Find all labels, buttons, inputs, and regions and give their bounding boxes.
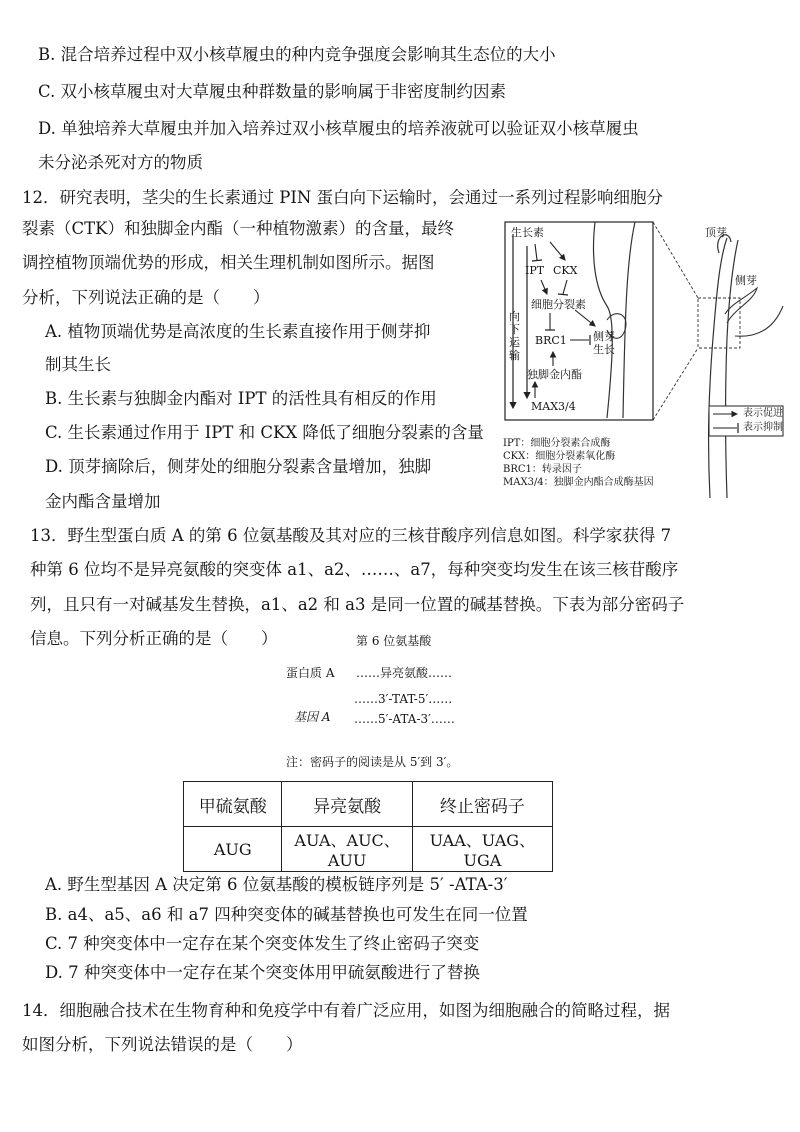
gene-a-top-strand: ……3′-TAT-5′…… — [354, 692, 453, 706]
q12-stem-line4: 分析，下列说法正确的是（ ） — [22, 288, 270, 307]
ipt-label: IPT — [525, 264, 545, 277]
header-isoleucine: 异亮氨酸 — [282, 782, 412, 827]
figure-note-ckx: CKX：细胞分裂素氧化酶 — [503, 451, 616, 462]
q12-option-a-line1: A. 植物顶端优势是高浓度的生长素直接作用于侧芽抑 — [45, 322, 431, 341]
legend-inhibit: 表示抑制 — [743, 422, 783, 433]
q13-figure-title: 第 6 位氨基酸 — [356, 634, 432, 648]
header-methionine: 甲硫氨酸 — [184, 782, 282, 827]
q12-stem-line1: 12．研究表明，茎尖的生长素通过 PIN 蛋白向下运输时，会通过一系列过程影响细胞分 — [22, 188, 664, 207]
codon-table — [183, 781, 553, 872]
q12-stem-line3: 调控植物顶端优势的形成，相关生理机制如图所示。据图 — [22, 253, 435, 272]
q13-option-b: B. a4、a5、a6 和 a7 四种突变体的碱基替换也可发生在同一位置 — [45, 905, 528, 924]
figure-note-brc1: BRC1：转录因子 — [503, 464, 582, 475]
q13-stem-line2: 种第 6 位均不是异亮氨酸的突变体 a1、a2、……、a7，每种突变均发生在该三核苷酸序 — [30, 560, 679, 579]
q13-option-c: C. 7 种突变体中一定存在某个突变体发生了终止密码子突变 — [45, 934, 480, 953]
cell-methionine-codons: AUG — [184, 827, 282, 872]
q13-option-d: D. 7 种突变体中一定存在某个突变体用甲硫氨酸进行了替换 — [45, 963, 480, 982]
q12-mechanism-figure — [495, 218, 785, 498]
ckx-label: CKX — [553, 264, 578, 277]
q14-stem-line2: 如图分析，下列说法错误的是（ ） — [22, 1035, 303, 1054]
q11-option-b: B. 混合培养过程中双小核草履虫的种内竞争强度会影响其生态位的大小 — [38, 45, 556, 64]
downward-transport-label: 向 下 运 输 — [509, 310, 520, 362]
brc1-label: BRC1 — [535, 334, 567, 347]
cell-stop-codons: UAA、UAG、UGA — [412, 827, 552, 872]
q12-option-d-line2: 金内酯含量增加 — [45, 492, 161, 511]
q13-stem-line4: 信息。下列分析正确的是（ ） — [30, 629, 278, 648]
bud-growth-label-2: 生长 — [593, 343, 615, 356]
cytokinin-label: 细胞分裂素 — [531, 298, 586, 311]
legend-promote: 表示促进 — [743, 408, 783, 419]
protein-a-sequence: ……异亮氨酸…… — [356, 666, 453, 680]
q12-option-b: B. 生长素与独脚金内酯对 IPT 的活性具有相反的作用 — [45, 389, 437, 408]
q11-option-d-line2: 未分泌杀死对方的物质 — [38, 153, 203, 172]
header-stop-codon: 终止密码子 — [412, 782, 552, 827]
q12-option-a-line2: 制其生长 — [45, 355, 111, 374]
q13-stem-line3: 列，且只有一对碱基发生替换，a1、a2 和 a3 是同一位置的碱基替换。下表为部分密码子 — [30, 595, 685, 614]
gene-a-label: 基因 A — [294, 710, 331, 724]
figure-note-max: MAX3/4：独脚金内酯合成酶基因 — [503, 477, 654, 488]
protein-a-label: 蛋白质 A — [286, 666, 335, 680]
lateral-bud-label: 侧芽 — [735, 274, 757, 287]
auxin-label: 生长素 — [511, 226, 544, 239]
cell-isoleucine-codons: AUA、AUC、AUU — [282, 827, 412, 872]
q13-stem-line1: 13．野生型蛋白质 A 的第 6 位氨基酸及其对应的三核苷酸序列信息如图。科学家获得 7 — [30, 526, 672, 545]
table-header-row — [184, 782, 553, 827]
bud-growth-label-1: 侧芽 — [593, 330, 615, 343]
max-label: MAX3/4 — [531, 400, 576, 413]
strigolactone-label: 独脚金内酯 — [527, 368, 582, 381]
q11-option-c: C. 双小核草履虫对大草履虫种群数量的影响属于非密度制约因素 — [38, 82, 507, 101]
codon-reading-note: 注：密码子的阅读是从 5′到 3′。 — [286, 755, 459, 769]
top-bud-label: 顶芽 — [705, 226, 727, 239]
q11-option-d-line1: D. 单独培养大草履虫并加入培养过双小核草履虫的培养液就可以验证双小核草履虫 — [38, 119, 639, 138]
gene-a-bottom-strand: ……5′-ATA-3′…… — [354, 712, 455, 726]
q12-stem-line2: 裂素（CTK）和独脚金内酯（一种植物激素）的含量，最终 — [22, 219, 454, 238]
figure-note-ipt: IPT：细胞分裂素合成酶 — [503, 438, 611, 449]
q14-stem-line1: 14．细胞融合技术在生物育种和免疫学中有着广泛应用，如图为细胞融合的简略过程，据 — [22, 1001, 670, 1020]
q13-option-a: A. 野生型基因 A 决定第 6 位氨基酸的模板链序列是 5′ -ATA-3′ — [45, 875, 508, 894]
table-row — [184, 827, 553, 872]
q12-option-d-line1: D. 顶芽摘除后，侧芽处的细胞分裂素含量增加，独脚 — [45, 457, 432, 476]
q12-option-c: C. 生长素通过作用于 IPT 和 CKX 降低了细胞分裂素的含量 — [45, 423, 484, 442]
